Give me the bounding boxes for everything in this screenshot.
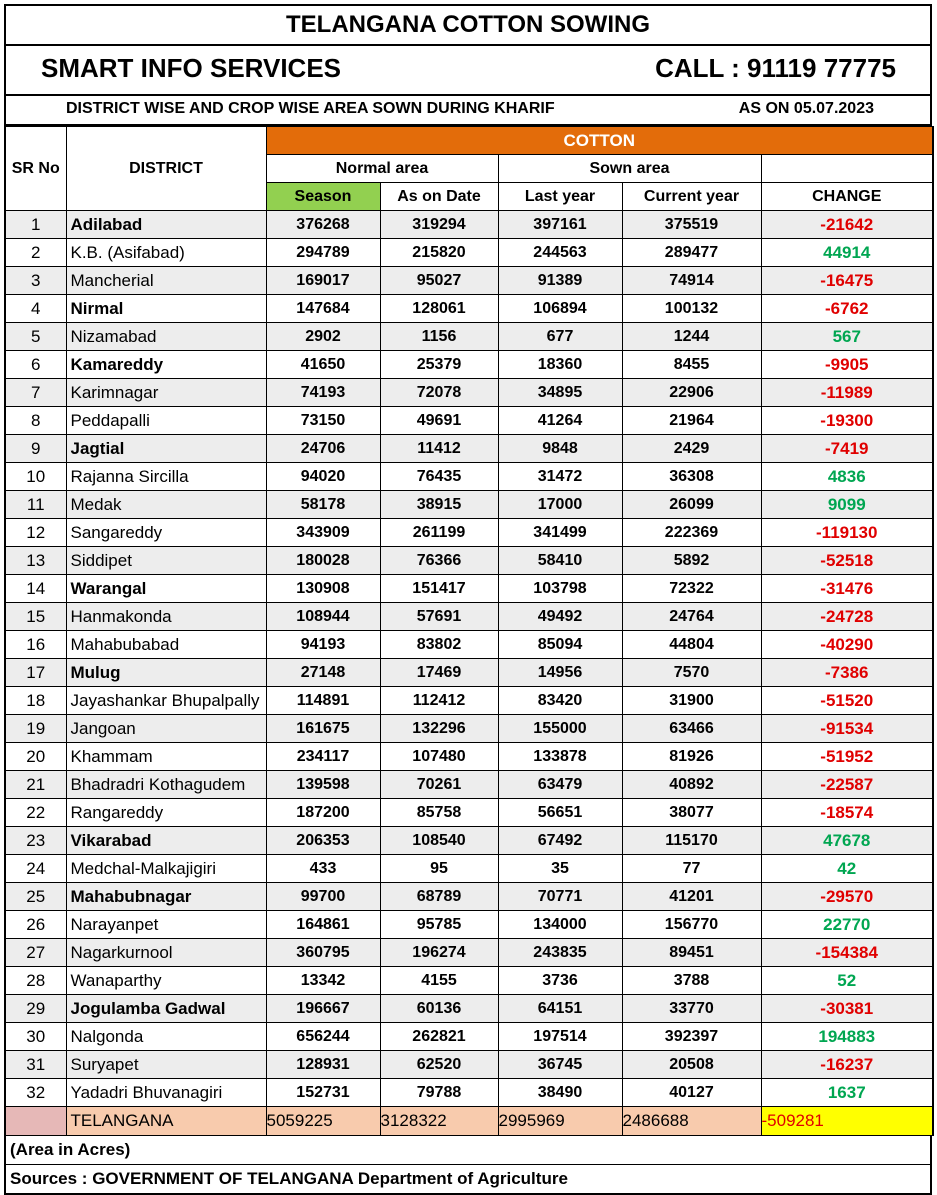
current-year-cell: 41201 bbox=[622, 883, 761, 911]
district-cell: Jogulamba Gadwal bbox=[66, 995, 266, 1023]
district-cell: Kamareddy bbox=[66, 351, 266, 379]
change-cell: 52 bbox=[761, 967, 933, 995]
season-cell: 114891 bbox=[266, 687, 380, 715]
last-year-cell: 49492 bbox=[498, 603, 622, 631]
last-year-cell: 133878 bbox=[498, 743, 622, 771]
sr-no-cell: 19 bbox=[5, 715, 66, 743]
as-on-date-cell: 107480 bbox=[380, 743, 498, 771]
current-year-cell: 222369 bbox=[622, 519, 761, 547]
col-change-spacer bbox=[761, 155, 933, 183]
district-cell: Karimnagar bbox=[66, 379, 266, 407]
change-cell: -11989 bbox=[761, 379, 933, 407]
current-year-cell: 89451 bbox=[622, 939, 761, 967]
change-cell: -7386 bbox=[761, 659, 933, 687]
season-cell: 147684 bbox=[266, 295, 380, 323]
last-year-cell: 243835 bbox=[498, 939, 622, 967]
current-year-cell: 81926 bbox=[622, 743, 761, 771]
current-year-cell: 7570 bbox=[622, 659, 761, 687]
change-cell: 1637 bbox=[761, 1079, 933, 1107]
table-row bbox=[5, 323, 933, 351]
change-cell: -31476 bbox=[761, 575, 933, 603]
as-on-date-cell: 62520 bbox=[380, 1051, 498, 1079]
sr-no-cell: 12 bbox=[5, 519, 66, 547]
sr-no-cell: 21 bbox=[5, 771, 66, 799]
table-row bbox=[5, 1023, 933, 1051]
last-year-cell: 3736 bbox=[498, 967, 622, 995]
col-change: CHANGE bbox=[761, 183, 933, 211]
season-cell: 164861 bbox=[266, 911, 380, 939]
table-row bbox=[5, 435, 933, 463]
total-last-year: 2995969 bbox=[498, 1107, 622, 1136]
table-row bbox=[5, 463, 933, 491]
change-cell: -24728 bbox=[761, 603, 933, 631]
as-on-date-cell: 1156 bbox=[380, 323, 498, 351]
sr-no-cell: 22 bbox=[5, 799, 66, 827]
change-cell: 44914 bbox=[761, 239, 933, 267]
change-cell: -40290 bbox=[761, 631, 933, 659]
last-year-cell: 341499 bbox=[498, 519, 622, 547]
current-year-cell: 3788 bbox=[622, 967, 761, 995]
district-cell: Rangareddy bbox=[66, 799, 266, 827]
change-cell: 47678 bbox=[761, 827, 933, 855]
sr-no-cell: 15 bbox=[5, 603, 66, 631]
as-on-date-cell: 57691 bbox=[380, 603, 498, 631]
last-year-cell: 64151 bbox=[498, 995, 622, 1023]
season-cell: 433 bbox=[266, 855, 380, 883]
last-year-cell: 41264 bbox=[498, 407, 622, 435]
district-cell: Vikarabad bbox=[66, 827, 266, 855]
report-subtitle: DISTRICT WISE AND CROP WISE AREA SOWN DURING KHARIF bbox=[66, 100, 555, 117]
change-cell: -9905 bbox=[761, 351, 933, 379]
last-year-cell: 397161 bbox=[498, 211, 622, 239]
season-cell: 152731 bbox=[266, 1079, 380, 1107]
sr-no-cell: 23 bbox=[5, 827, 66, 855]
last-year-cell: 34895 bbox=[498, 379, 622, 407]
last-year-cell: 35 bbox=[498, 855, 622, 883]
current-year-cell: 100132 bbox=[622, 295, 761, 323]
report-footer bbox=[4, 1136, 932, 1195]
last-year-cell: 106894 bbox=[498, 295, 622, 323]
district-cell: Peddapalli bbox=[66, 407, 266, 435]
cotton-sowing-report bbox=[4, 4, 932, 1195]
current-year-cell: 392397 bbox=[622, 1023, 761, 1051]
season-cell: 41650 bbox=[266, 351, 380, 379]
sr-no-cell: 6 bbox=[5, 351, 66, 379]
table-row bbox=[5, 715, 933, 743]
current-year-cell: 156770 bbox=[622, 911, 761, 939]
total-season: 5059225 bbox=[266, 1107, 380, 1136]
district-cell: Suryapet bbox=[66, 1051, 266, 1079]
last-year-cell: 103798 bbox=[498, 575, 622, 603]
table-row bbox=[5, 267, 933, 295]
report-header bbox=[4, 4, 932, 126]
sr-no-cell: 18 bbox=[5, 687, 66, 715]
table-row bbox=[5, 939, 933, 967]
last-year-cell: 31472 bbox=[498, 463, 622, 491]
last-year-cell: 36745 bbox=[498, 1051, 622, 1079]
col-current-year: Current year bbox=[622, 183, 761, 211]
as-on-date-cell: 25379 bbox=[380, 351, 498, 379]
last-year-cell: 56651 bbox=[498, 799, 622, 827]
district-cell: Jagtial bbox=[66, 435, 266, 463]
season-cell: 58178 bbox=[266, 491, 380, 519]
district-cell: Nizamabad bbox=[66, 323, 266, 351]
season-cell: 130908 bbox=[266, 575, 380, 603]
season-cell: 161675 bbox=[266, 715, 380, 743]
current-year-cell: 22906 bbox=[622, 379, 761, 407]
col-normal-area: Normal area bbox=[266, 155, 498, 183]
as-on-date-cell: 11412 bbox=[380, 435, 498, 463]
last-year-cell: 244563 bbox=[498, 239, 622, 267]
last-year-cell: 38490 bbox=[498, 1079, 622, 1107]
as-on-date-cell: 262821 bbox=[380, 1023, 498, 1051]
sr-no-cell: 7 bbox=[5, 379, 66, 407]
current-year-cell: 40127 bbox=[622, 1079, 761, 1107]
table-row bbox=[5, 239, 933, 267]
change-cell: -30381 bbox=[761, 995, 933, 1023]
current-year-cell: 2429 bbox=[622, 435, 761, 463]
current-year-cell: 77 bbox=[622, 855, 761, 883]
district-cell: Narayanpet bbox=[66, 911, 266, 939]
change-cell: -119130 bbox=[761, 519, 933, 547]
as-on-date-cell: 95 bbox=[380, 855, 498, 883]
as-on-date-cell: 72078 bbox=[380, 379, 498, 407]
table-row bbox=[5, 911, 933, 939]
sr-no-cell: 17 bbox=[5, 659, 66, 687]
district-cell: K.B. (Asifabad) bbox=[66, 239, 266, 267]
district-cell: Sangareddy bbox=[66, 519, 266, 547]
last-year-cell: 9848 bbox=[498, 435, 622, 463]
season-cell: 187200 bbox=[266, 799, 380, 827]
district-cell: Rajanna Sircilla bbox=[66, 463, 266, 491]
as-on-date-cell: 95027 bbox=[380, 267, 498, 295]
table-row bbox=[5, 379, 933, 407]
change-cell: 9099 bbox=[761, 491, 933, 519]
district-cell: Nagarkurnool bbox=[66, 939, 266, 967]
district-cell: Nalgonda bbox=[66, 1023, 266, 1051]
table-row bbox=[5, 855, 933, 883]
last-year-cell: 134000 bbox=[498, 911, 622, 939]
sr-no-cell: 32 bbox=[5, 1079, 66, 1107]
as-on-date-cell: 60136 bbox=[380, 995, 498, 1023]
season-cell: 13342 bbox=[266, 967, 380, 995]
season-cell: 2902 bbox=[266, 323, 380, 351]
sr-no-cell: 4 bbox=[5, 295, 66, 323]
last-year-cell: 83420 bbox=[498, 687, 622, 715]
district-cell: Hanmakonda bbox=[66, 603, 266, 631]
current-year-cell: 44804 bbox=[622, 631, 761, 659]
table-row bbox=[5, 351, 933, 379]
sr-no-cell: 27 bbox=[5, 939, 66, 967]
col-sr-no: SR No bbox=[5, 127, 66, 211]
table-row bbox=[5, 631, 933, 659]
season-cell: 376268 bbox=[266, 211, 380, 239]
season-cell: 73150 bbox=[266, 407, 380, 435]
current-year-cell: 33770 bbox=[622, 995, 761, 1023]
change-cell: -16475 bbox=[761, 267, 933, 295]
season-cell: 74193 bbox=[266, 379, 380, 407]
last-year-cell: 677 bbox=[498, 323, 622, 351]
as-on-date-cell: 151417 bbox=[380, 575, 498, 603]
last-year-cell: 18360 bbox=[498, 351, 622, 379]
table-row bbox=[5, 575, 933, 603]
season-cell: 27148 bbox=[266, 659, 380, 687]
district-cell: Warangal bbox=[66, 575, 266, 603]
company-banner bbox=[6, 46, 930, 96]
total-district: TELANGANA bbox=[66, 1107, 266, 1136]
as-on-date-cell: 112412 bbox=[380, 687, 498, 715]
current-year-cell: 289477 bbox=[622, 239, 761, 267]
current-year-cell: 31900 bbox=[622, 687, 761, 715]
sr-no-cell: 26 bbox=[5, 911, 66, 939]
report-title: TELANGANA COTTON SOWING bbox=[6, 6, 930, 46]
as-on-date-cell: 70261 bbox=[380, 771, 498, 799]
sr-no-cell: 20 bbox=[5, 743, 66, 771]
change-cell: 22770 bbox=[761, 911, 933, 939]
current-year-cell: 36308 bbox=[622, 463, 761, 491]
district-cell: Bhadradri Kothagudem bbox=[66, 771, 266, 799]
district-cell: Medchal-Malkajigiri bbox=[66, 855, 266, 883]
last-year-cell: 85094 bbox=[498, 631, 622, 659]
district-cell: Mahabubabad bbox=[66, 631, 266, 659]
current-year-cell: 74914 bbox=[622, 267, 761, 295]
unit-note: (Area in Acres) bbox=[10, 1140, 131, 1159]
table-row bbox=[5, 743, 933, 771]
col-as-on-date: As on Date bbox=[380, 183, 498, 211]
last-year-cell: 155000 bbox=[498, 715, 622, 743]
sr-no-cell: 28 bbox=[5, 967, 66, 995]
season-cell: 108944 bbox=[266, 603, 380, 631]
sr-no-cell: 14 bbox=[5, 575, 66, 603]
sr-no-cell: 31 bbox=[5, 1051, 66, 1079]
change-cell: -154384 bbox=[761, 939, 933, 967]
district-cell: Siddipet bbox=[66, 547, 266, 575]
col-district: DISTRICT bbox=[66, 127, 266, 211]
sources-note: Sources : GOVERNMENT OF TELANGANA Department of Agriculture bbox=[6, 1164, 930, 1193]
col-last-year: Last year bbox=[498, 183, 622, 211]
current-year-cell: 38077 bbox=[622, 799, 761, 827]
season-cell: 139598 bbox=[266, 771, 380, 799]
sr-no-cell: 9 bbox=[5, 435, 66, 463]
change-cell: -21642 bbox=[761, 211, 933, 239]
season-cell: 656244 bbox=[266, 1023, 380, 1051]
change-cell: -52518 bbox=[761, 547, 933, 575]
as-on-date-cell: 83802 bbox=[380, 631, 498, 659]
sr-no-cell: 13 bbox=[5, 547, 66, 575]
table-row bbox=[5, 295, 933, 323]
sr-no-cell: 2 bbox=[5, 239, 66, 267]
district-cell: Medak bbox=[66, 491, 266, 519]
sr-no-cell: 8 bbox=[5, 407, 66, 435]
as-on-date-cell: 4155 bbox=[380, 967, 498, 995]
table-row bbox=[5, 603, 933, 631]
sr-no-cell: 1 bbox=[5, 211, 66, 239]
as-on-date-cell: 215820 bbox=[380, 239, 498, 267]
season-cell: 128931 bbox=[266, 1051, 380, 1079]
as-on-date-cell: 108540 bbox=[380, 827, 498, 855]
sr-no-cell: 30 bbox=[5, 1023, 66, 1051]
change-cell: -22587 bbox=[761, 771, 933, 799]
season-cell: 234117 bbox=[266, 743, 380, 771]
as-on-date-cell: 49691 bbox=[380, 407, 498, 435]
current-year-cell: 375519 bbox=[622, 211, 761, 239]
call-number: CALL : 91119 77775 bbox=[655, 53, 896, 83]
table-row bbox=[5, 883, 933, 911]
as-on-date-cell: 38915 bbox=[380, 491, 498, 519]
table-row bbox=[5, 547, 933, 575]
current-year-cell: 63466 bbox=[622, 715, 761, 743]
change-cell: 42 bbox=[761, 855, 933, 883]
total-sr bbox=[5, 1107, 66, 1136]
col-crop-cotton: COTTON bbox=[266, 127, 933, 155]
sr-no-cell: 16 bbox=[5, 631, 66, 659]
district-cell: Adilabad bbox=[66, 211, 266, 239]
as-on-date-cell: 68789 bbox=[380, 883, 498, 911]
district-cell: Khammam bbox=[66, 743, 266, 771]
season-cell: 294789 bbox=[266, 239, 380, 267]
as-on-date-cell: 132296 bbox=[380, 715, 498, 743]
table-row bbox=[5, 491, 933, 519]
total-current-year: 2486688 bbox=[622, 1107, 761, 1136]
sr-no-cell: 11 bbox=[5, 491, 66, 519]
season-cell: 94020 bbox=[266, 463, 380, 491]
season-cell: 99700 bbox=[266, 883, 380, 911]
as-on-date-cell: 79788 bbox=[380, 1079, 498, 1107]
sr-no-cell: 5 bbox=[5, 323, 66, 351]
change-cell: -7419 bbox=[761, 435, 933, 463]
current-year-cell: 8455 bbox=[622, 351, 761, 379]
current-year-cell: 1244 bbox=[622, 323, 761, 351]
table-row bbox=[5, 407, 933, 435]
as-on-date-cell: 85758 bbox=[380, 799, 498, 827]
season-cell: 196667 bbox=[266, 995, 380, 1023]
table-row bbox=[5, 771, 933, 799]
last-year-cell: 91389 bbox=[498, 267, 622, 295]
as-on-date-cell: 196274 bbox=[380, 939, 498, 967]
as-on-date-cell: 319294 bbox=[380, 211, 498, 239]
season-cell: 24706 bbox=[266, 435, 380, 463]
district-cell: Mahabubnagar bbox=[66, 883, 266, 911]
table-row bbox=[5, 687, 933, 715]
district-cell: Mancherial bbox=[66, 267, 266, 295]
season-cell: 94193 bbox=[266, 631, 380, 659]
table-row bbox=[5, 211, 933, 239]
report-subtitle-bar bbox=[6, 96, 930, 126]
table-row bbox=[5, 1079, 933, 1107]
change-cell: 4836 bbox=[761, 463, 933, 491]
district-cell: Yadadri Bhuvanagiri bbox=[66, 1079, 266, 1107]
table-row bbox=[5, 827, 933, 855]
current-year-cell: 20508 bbox=[622, 1051, 761, 1079]
change-cell: -6762 bbox=[761, 295, 933, 323]
change-cell: -91534 bbox=[761, 715, 933, 743]
as-on-date: AS ON 05.07.2023 bbox=[738, 100, 874, 117]
as-on-date-cell: 76435 bbox=[380, 463, 498, 491]
total-row bbox=[5, 1107, 933, 1136]
table-row bbox=[5, 1051, 933, 1079]
as-on-date-cell: 128061 bbox=[380, 295, 498, 323]
change-cell: -16237 bbox=[761, 1051, 933, 1079]
sr-no-cell: 29 bbox=[5, 995, 66, 1023]
current-year-cell: 72322 bbox=[622, 575, 761, 603]
sr-no-cell: 24 bbox=[5, 855, 66, 883]
last-year-cell: 63479 bbox=[498, 771, 622, 799]
current-year-cell: 26099 bbox=[622, 491, 761, 519]
as-on-date-cell: 76366 bbox=[380, 547, 498, 575]
change-cell: -19300 bbox=[761, 407, 933, 435]
season-cell: 169017 bbox=[266, 267, 380, 295]
change-cell: 194883 bbox=[761, 1023, 933, 1051]
last-year-cell: 58410 bbox=[498, 547, 622, 575]
season-cell: 343909 bbox=[266, 519, 380, 547]
last-year-cell: 67492 bbox=[498, 827, 622, 855]
change-cell: -51952 bbox=[761, 743, 933, 771]
change-cell: -51520 bbox=[761, 687, 933, 715]
as-on-date-cell: 17469 bbox=[380, 659, 498, 687]
total-as-on-date: 3128322 bbox=[380, 1107, 498, 1136]
current-year-cell: 40892 bbox=[622, 771, 761, 799]
company-name: SMART INFO SERVICES bbox=[41, 53, 342, 83]
sr-no-cell: 10 bbox=[5, 463, 66, 491]
col-sown-area: Sown area bbox=[498, 155, 761, 183]
table-row bbox=[5, 967, 933, 995]
table-row bbox=[5, 799, 933, 827]
table-row bbox=[5, 659, 933, 687]
district-table bbox=[4, 126, 934, 1136]
change-cell: -29570 bbox=[761, 883, 933, 911]
season-cell: 180028 bbox=[266, 547, 380, 575]
last-year-cell: 197514 bbox=[498, 1023, 622, 1051]
last-year-cell: 17000 bbox=[498, 491, 622, 519]
table-row bbox=[5, 519, 933, 547]
district-cell: Jangoan bbox=[66, 715, 266, 743]
total-change: -509281 bbox=[761, 1107, 933, 1136]
district-cell: Jayashankar Bhupalpally bbox=[66, 687, 266, 715]
season-cell: 360795 bbox=[266, 939, 380, 967]
last-year-cell: 70771 bbox=[498, 883, 622, 911]
district-cell: Mulug bbox=[66, 659, 266, 687]
as-on-date-cell: 95785 bbox=[380, 911, 498, 939]
sr-no-cell: 3 bbox=[5, 267, 66, 295]
district-cell: Nirmal bbox=[66, 295, 266, 323]
col-season: Season bbox=[266, 183, 380, 211]
change-cell: -18574 bbox=[761, 799, 933, 827]
current-year-cell: 115170 bbox=[622, 827, 761, 855]
current-year-cell: 24764 bbox=[622, 603, 761, 631]
table-row bbox=[5, 995, 933, 1023]
current-year-cell: 21964 bbox=[622, 407, 761, 435]
season-cell: 206353 bbox=[266, 827, 380, 855]
change-cell: 567 bbox=[761, 323, 933, 351]
as-on-date-cell: 261199 bbox=[380, 519, 498, 547]
current-year-cell: 5892 bbox=[622, 547, 761, 575]
last-year-cell: 14956 bbox=[498, 659, 622, 687]
district-cell: Wanaparthy bbox=[66, 967, 266, 995]
sr-no-cell: 25 bbox=[5, 883, 66, 911]
district-rows bbox=[5, 211, 933, 1107]
